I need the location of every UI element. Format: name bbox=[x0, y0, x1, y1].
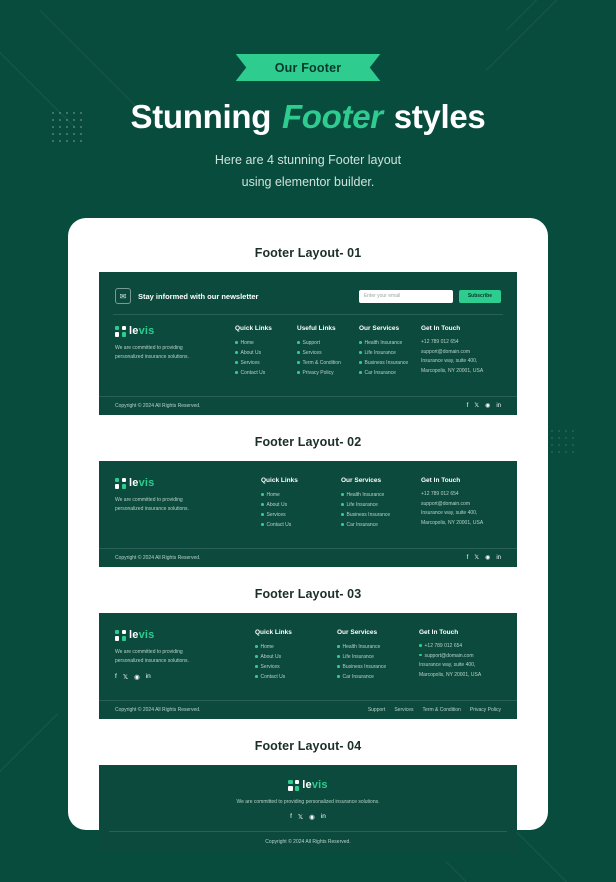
footer-preview-01 bbox=[99, 272, 517, 415]
logo-mark-icon bbox=[115, 478, 126, 489]
brand-name-suffix: vis bbox=[138, 325, 155, 337]
column-title-contact: Get In Touch bbox=[421, 325, 461, 332]
column-title-quick-links: Quick Links bbox=[255, 629, 292, 636]
footer-brand-block bbox=[115, 477, 235, 530]
brand-logo[interactable]: levis bbox=[109, 779, 507, 791]
list-item[interactable]: Services bbox=[261, 510, 341, 520]
list-item[interactable]: Business Insurance bbox=[359, 358, 421, 368]
list-item[interactable]: Term & Condition bbox=[297, 358, 359, 368]
list-item[interactable]: Business Insurance bbox=[341, 510, 421, 520]
badge-ribbon bbox=[249, 54, 368, 81]
footer-link[interactable]: Support bbox=[367, 707, 386, 713]
list-item[interactable]: Contact Us bbox=[255, 672, 337, 682]
facebook-icon[interactable]: f bbox=[115, 673, 117, 680]
contact-phone[interactable]: +12 789 012 654 bbox=[421, 491, 459, 497]
newsletter-subscribe-button[interactable]: Subscribe bbox=[459, 290, 501, 303]
newsletter-email-input[interactable]: Enter your email bbox=[359, 290, 453, 303]
column-contact bbox=[421, 477, 501, 530]
list-item[interactable]: Services bbox=[297, 348, 359, 358]
footer-preview-03 bbox=[99, 613, 517, 719]
list-item[interactable]: Services bbox=[235, 358, 297, 368]
contact-email[interactable]: support@domain.com bbox=[421, 348, 470, 355]
layout-title-01: Footer Layout- 01 bbox=[254, 246, 362, 260]
footer-bottom-bar-02 bbox=[99, 548, 517, 567]
brand-logo[interactable]: levis bbox=[115, 477, 235, 489]
instagram-icon[interactable]: ◉ bbox=[485, 403, 491, 409]
brand-description: We are committed to providing personalized insurance solutions. bbox=[236, 799, 380, 805]
logo-mark-icon bbox=[288, 780, 299, 791]
page-title-part2: styles bbox=[393, 98, 486, 135]
column-title-quick-links: Quick Links bbox=[261, 477, 298, 484]
column-quick-links bbox=[255, 629, 337, 682]
column-services bbox=[341, 477, 421, 530]
x-twitter-icon[interactable]: 𝕏 bbox=[122, 674, 129, 681]
logo-mark-icon bbox=[115, 326, 126, 337]
showcase-card bbox=[68, 218, 548, 845]
list-item[interactable]: Contact Us bbox=[235, 368, 297, 378]
list-item[interactable]: Car Insurance bbox=[359, 368, 421, 378]
page-title-part1: Stunning bbox=[130, 98, 272, 135]
list-item[interactable]: Home bbox=[235, 338, 297, 348]
decor-line bbox=[0, 713, 58, 791]
instagram-icon[interactable]: ◉ bbox=[309, 814, 315, 821]
list-item[interactable]: Privacy Policy bbox=[297, 368, 359, 378]
contact-phone[interactable]: +12 789 012 654 bbox=[421, 339, 459, 345]
facebook-icon[interactable]: f bbox=[466, 403, 469, 409]
column-title-useful-links: Useful Links bbox=[297, 325, 336, 332]
decor-line bbox=[506, 821, 592, 882]
contact-email[interactable]: support@domain.com bbox=[421, 500, 470, 507]
list-item[interactable]: Services bbox=[255, 662, 337, 672]
decor-line bbox=[486, 0, 600, 71]
footer-bottom-bar-01 bbox=[99, 396, 517, 415]
column-contact bbox=[421, 325, 501, 378]
list-item[interactable]: Home bbox=[255, 642, 337, 652]
list-item[interactable]: About Us bbox=[261, 500, 341, 510]
logo-mark-icon bbox=[115, 630, 126, 641]
footer-link[interactable]: Privacy Policy bbox=[469, 707, 501, 713]
contact-phone[interactable]: +12 789 012 654 bbox=[419, 642, 501, 652]
list-item[interactable]: Support bbox=[297, 338, 359, 348]
column-quick-links bbox=[261, 477, 341, 530]
badge-label: Our Footer bbox=[249, 54, 368, 81]
column-title-services: Our Services bbox=[337, 629, 378, 636]
contact-email[interactable]: support@domain.com bbox=[419, 652, 501, 662]
social-links bbox=[467, 403, 501, 409]
list-item[interactable]: Life Insurance bbox=[359, 348, 421, 358]
brand-logo[interactable]: levis bbox=[115, 629, 235, 641]
social-links bbox=[467, 555, 501, 561]
column-useful-links bbox=[297, 325, 359, 378]
list-item[interactable]: Home bbox=[261, 490, 341, 500]
facebook-icon[interactable]: f bbox=[290, 813, 292, 820]
linkedin-icon[interactable]: in bbox=[496, 555, 501, 561]
page-title bbox=[0, 98, 616, 136]
facebook-icon[interactable]: f bbox=[466, 555, 469, 561]
column-services bbox=[359, 325, 421, 378]
instagram-icon[interactable]: ◉ bbox=[134, 674, 140, 681]
linkedin-icon[interactable]: in bbox=[145, 673, 151, 680]
column-title-contact: Get In Touch bbox=[421, 477, 461, 484]
brand-name-prefix: le bbox=[129, 325, 139, 337]
footer-preview-02 bbox=[99, 461, 517, 567]
instagram-icon[interactable]: ◉ bbox=[485, 555, 491, 561]
decor-dot-grid-secondary bbox=[551, 430, 576, 455]
page-subtitle-line2: using elementor builder. bbox=[241, 174, 375, 189]
x-twitter-icon[interactable]: 𝕏 bbox=[297, 814, 304, 821]
list-item[interactable]: Car Insurance bbox=[337, 672, 419, 682]
list-item[interactable]: Health Insurance bbox=[337, 642, 419, 652]
linkedin-icon[interactable]: in bbox=[496, 403, 501, 409]
column-quick-links bbox=[235, 325, 297, 378]
list-item[interactable]: About Us bbox=[255, 652, 337, 662]
list-item[interactable]: Life Insurance bbox=[341, 500, 421, 510]
linkedin-icon[interactable]: in bbox=[320, 813, 326, 820]
page-title-emphasis: Footer bbox=[281, 98, 383, 135]
x-twitter-icon[interactable]: 𝕏 bbox=[474, 403, 480, 409]
copyright-text: Copyright © 2024 All Rights Reserved. bbox=[109, 831, 507, 852]
column-title-contact: Get In Touch bbox=[419, 629, 459, 636]
footer-preview-04 bbox=[99, 765, 517, 852]
footer-link[interactable]: Services bbox=[394, 707, 414, 713]
contact-address: Insurance way, suite 400, Marcopolis, NY 20001, USA bbox=[419, 662, 482, 678]
x-twitter-icon[interactable]: 𝕏 bbox=[474, 555, 480, 561]
contact-address: Insurance way, suite 400, Marcopolis, NY 20001, USA bbox=[421, 510, 484, 526]
newsletter-row bbox=[113, 282, 503, 315]
column-title-services: Our Services bbox=[359, 325, 400, 332]
social-links bbox=[115, 673, 235, 681]
brand-logo[interactable] bbox=[115, 325, 235, 337]
footer-link[interactable]: Term & Condition bbox=[422, 707, 461, 713]
list-item[interactable]: Business Insurance bbox=[337, 662, 419, 672]
copyright-text: Copyright © 2024 All Rights Reserved. bbox=[115, 403, 201, 409]
newsletter-heading: Stay informed with our newsletter bbox=[138, 291, 259, 301]
layout-title-03: Footer Layout- 03 bbox=[254, 587, 362, 601]
footer-bottom-bar-03 bbox=[99, 700, 517, 719]
list-item[interactable]: Life Insurance bbox=[337, 652, 419, 662]
layout-title-02: Footer Layout- 02 bbox=[254, 435, 362, 449]
page-subtitle bbox=[0, 150, 616, 194]
list-item[interactable]: Health Insurance bbox=[359, 338, 421, 348]
footer-brand-block bbox=[115, 325, 235, 378]
footer-links bbox=[368, 707, 501, 713]
column-title-quick-links: Quick Links bbox=[235, 325, 272, 332]
list-item[interactable]: About Us bbox=[235, 348, 297, 358]
brand-description: We are committed to providing personalized insurance solutions. bbox=[115, 345, 189, 360]
brand-description: We are committed to providing personalized insurance solutions. bbox=[115, 497, 189, 512]
brand-description: We are committed to providing personalized insurance solutions. bbox=[115, 649, 189, 664]
social-links bbox=[109, 813, 507, 821]
layout-title-04: Footer Layout- 04 bbox=[254, 739, 362, 753]
contact-address: Insurance way, suite 400, Marcopolis, NY 20001, USA bbox=[421, 358, 484, 374]
footer-brand-block bbox=[115, 629, 235, 682]
column-contact bbox=[419, 629, 501, 682]
list-item[interactable]: Health Insurance bbox=[341, 490, 421, 500]
decor-line bbox=[446, 861, 546, 882]
copyright-text: Copyright © 2024 All Rights Reserved. bbox=[115, 555, 201, 561]
list-item[interactable]: Contact Us bbox=[261, 520, 341, 530]
column-title-services: Our Services bbox=[341, 477, 382, 484]
newsletter-icon: ✉ bbox=[115, 288, 131, 304]
page-subtitle-line1: Here are 4 stunning Footer layout bbox=[214, 153, 402, 167]
column-services bbox=[337, 629, 419, 682]
copyright-text: Copyright © 2024 All Rights Reserved. bbox=[115, 707, 201, 713]
list-item[interactable]: Car Insurance bbox=[341, 520, 421, 530]
